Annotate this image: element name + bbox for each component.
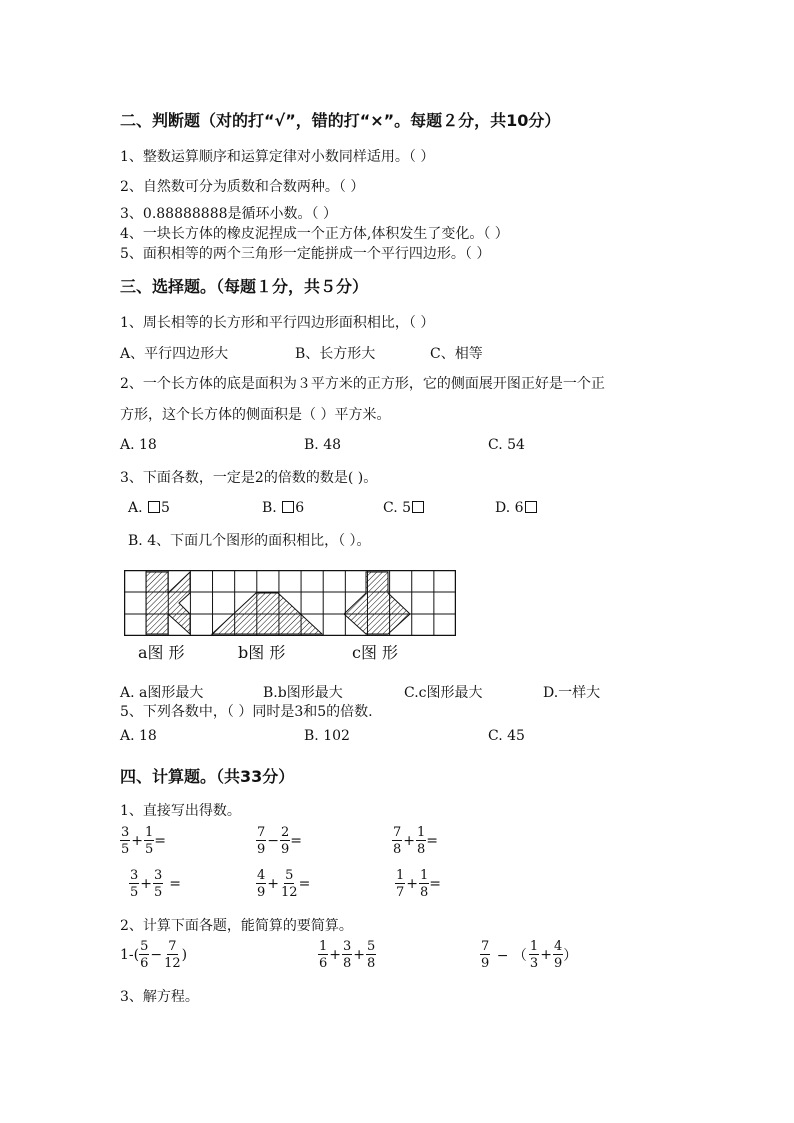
blank-square-icon — [525, 501, 537, 513]
choice-q3-option-b: B. 6 — [262, 500, 305, 516]
choice-q3-stem: 3、下面各数，一定是2的倍数的数是( )。 — [120, 470, 378, 486]
simplify-calc-3: $\frac{7}{9}$ − （ $\frac{1}{3}$ + $\frac{4}{9}$ ） — [481, 939, 578, 971]
section-2-title: 二、判断题（对的打“√”，错的打“×”。每题２分，共10分） — [120, 111, 561, 130]
judge-item-2: 2、自然数可分为质数和合数两种。（ ） — [120, 179, 365, 195]
choice-q3-option-a: A. 5 — [128, 500, 170, 516]
choice-q3-option-c: C. 5 — [383, 500, 425, 516]
calc-sub3-title: 3、解方程。 — [120, 989, 199, 1005]
choice-q4-option-a: A. a图形最大 — [120, 685, 204, 701]
judge-item-1: 1、整数运算顺序和运算定律对小数同样适用。（ ） — [120, 149, 435, 165]
shapes-grid-figure — [124, 570, 456, 636]
calc-sub1-title: 1、直接写出得数。 — [120, 803, 241, 819]
figure-label-c: c图 形 — [352, 643, 399, 662]
choice-q1-stem: 1、周长相等的长方形和平行四边形面积相比，（ ） — [120, 315, 435, 331]
choice-q3-option-d: D. 6 — [495, 500, 538, 516]
direct-calc-6: $\frac{1}{7}$ + $\frac{1}{8}$ = — [396, 868, 442, 900]
figure-label-b: b图 形 — [238, 643, 286, 662]
choice-q4-option-c: C.c图形最大 — [404, 685, 483, 701]
simplify-calc-2: $\frac{1}{6}$ + $\frac{3}{8}$ + $\frac{5}{8}$ — [319, 939, 376, 971]
shape-c — [344, 572, 410, 634]
choice-q4-option-b: B.b图形最大 — [263, 685, 343, 701]
choice-q4-option-d: D.一样大 — [543, 685, 601, 701]
choice-q1-option-b: B、长方形大 — [295, 346, 376, 362]
choice-q5-option-c: C. 45 — [488, 728, 525, 744]
direct-calc-4: $\frac{3}{5}$ + $\frac{3}{5}$ = — [130, 868, 182, 900]
blank-square-icon — [282, 501, 294, 513]
choice-q5-option-b: B. 102 — [304, 728, 350, 744]
choice-q2-stem-line2: 方形，这个长方体的侧面积是（ ）平方米。 — [120, 407, 391, 423]
shapes-grid-svg — [124, 570, 456, 636]
direct-calc-5: $\frac{4}{9}$ + $\frac{5}{12}$ = — [257, 868, 311, 900]
choice-q1-option-a: A、平行四边形大 — [120, 346, 229, 362]
blank-square-icon — [148, 501, 160, 513]
choice-q2-stem-line1: 2、一个长方体的底是面积为３平方米的正方形，它的侧面展开图正好是一个正 — [120, 376, 605, 392]
section-3-title: 三、选择题。（每题１分，共５分） — [120, 277, 369, 296]
calc-sub2-title: 2、计算下面各题，能简算的要简算。 — [120, 918, 353, 934]
choice-q5-option-a: A. 18 — [120, 728, 157, 744]
direct-calc-2: $\frac{7}{9}$ − $\frac{2}{9}$ = — [257, 825, 303, 857]
choice-q5-stem: 5、下列各数中，（ ）同时是3和5的倍数. — [120, 704, 373, 720]
figure-label-a: a图 形 — [138, 643, 185, 662]
judge-item-3: 3、0.88888888是循环小数。（ ） — [120, 206, 337, 222]
simplify-calc-1: 1-( $\frac{5}{6}$ − $\frac{7}{12}$ ) — [120, 939, 188, 971]
choice-q4-stem: B. 4、下面几个图形的面积相比，（ ）。 — [128, 533, 371, 549]
choice-q2-option-b: B. 48 — [304, 437, 342, 453]
judge-item-5: 5、面积相等的两个三角形一定能拼成一个平行四边形。（ ） — [120, 246, 491, 262]
choice-q2-option-c: C. 54 — [488, 437, 525, 453]
section-4-title: 四、计算题。（共33分） — [120, 767, 295, 786]
direct-calc-3: $\frac{7}{8}$ + $\frac{1}{8}$ = — [393, 825, 439, 857]
direct-calc-1: $\frac{3}{5}$ + $\frac{1}{5}$ = — [121, 825, 167, 857]
choice-q2-option-a: A. 18 — [120, 437, 157, 453]
judge-item-4: 4、一块长方体的橡皮泥捏成一个正方体,体积发生了变化。（ ） — [120, 226, 509, 242]
blank-square-icon — [412, 501, 424, 513]
choice-q1-option-c: C、相等 — [430, 346, 483, 362]
